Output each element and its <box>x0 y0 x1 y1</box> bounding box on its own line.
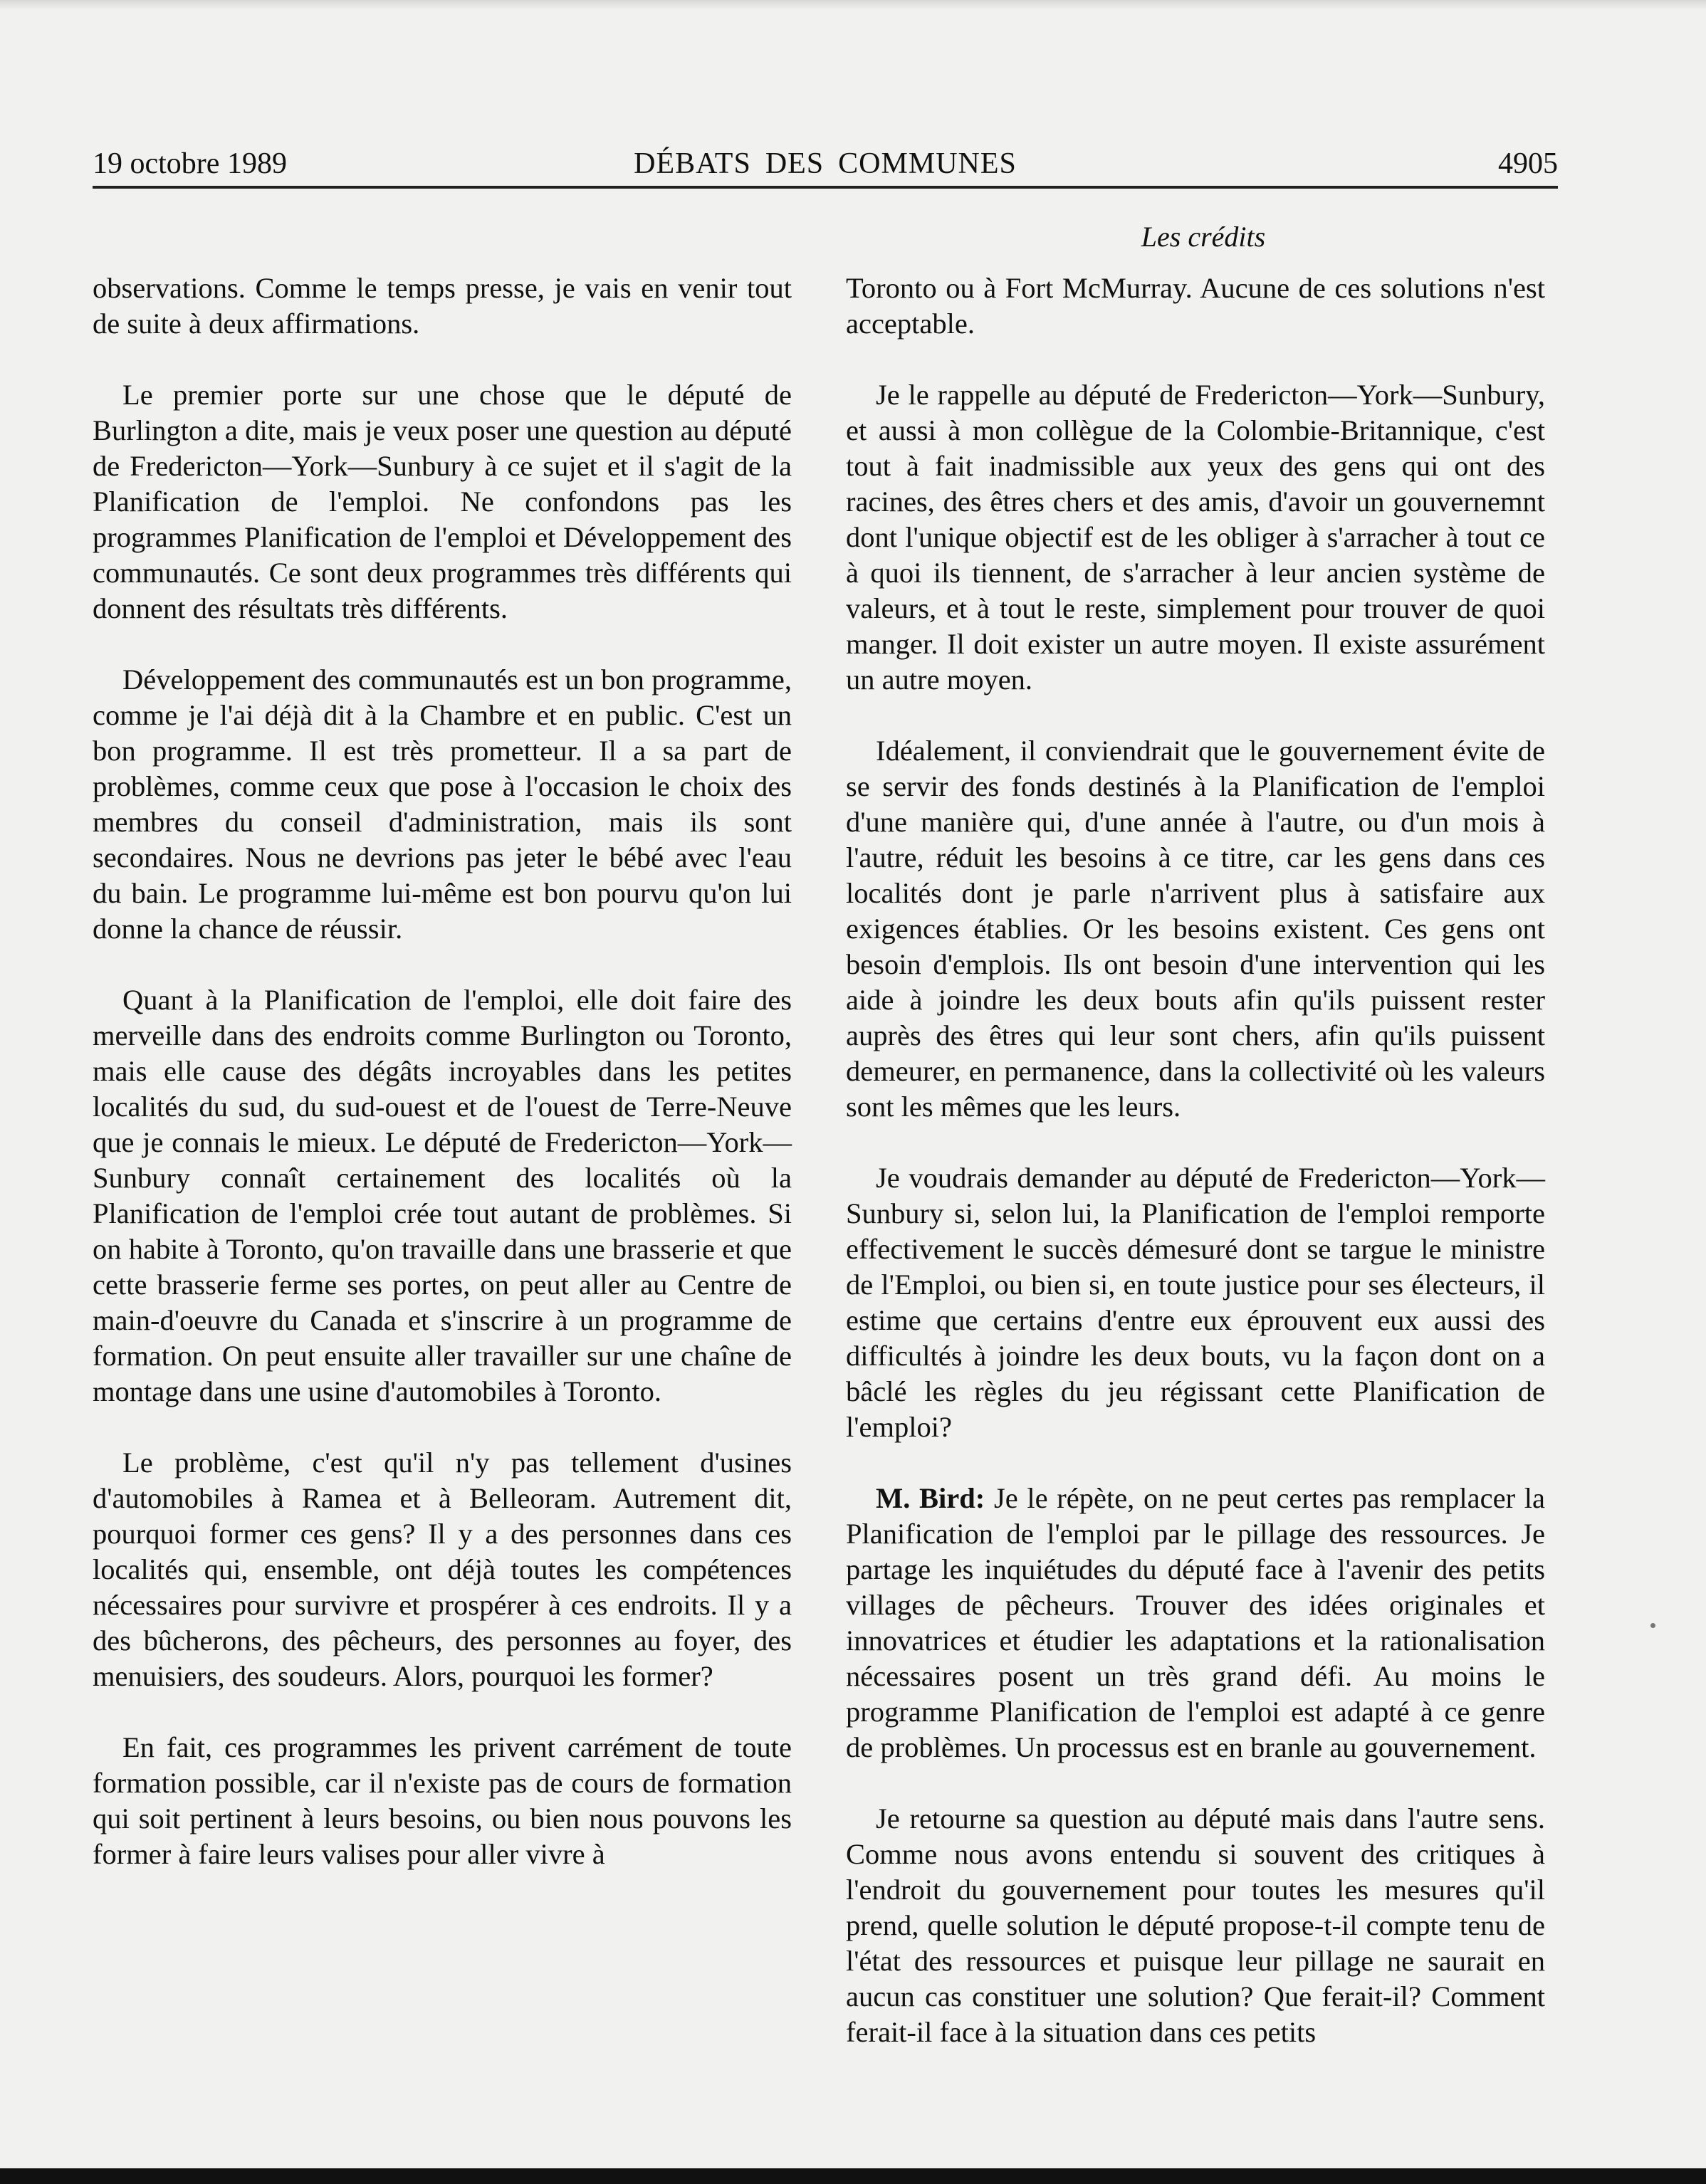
section-title: Les crédits <box>1141 221 1266 253</box>
speaker-paragraph <box>846 1481 1545 1765</box>
journal-title-word: DÉBATS <box>634 147 751 180</box>
scan-edge-top <box>0 0 1706 10</box>
paragraph: Développement des communautés est un bon programme, comme je l'ai déjà dit à la Chambre et en public. C'est un bon programme. Il est très prometteur. Il a sa part de problèmes, comme ceux que pose à l'occasion le choix des membres du conseil d'administration, mais ils sont secondaires. Nous ne devrions pas jeter le bébé avec l'eau du bain. Le programme lui-même est bon pourvu qu'on lui donne la chance de réussir. <box>93 663 792 945</box>
paragraph: Le problème, c'est qu'il n'y pas tellement d'usines d'automobiles à Ramea et à Belleoram. Autrement dit, pourquoi former ces gens? Il y a des personnes dans ces localités qui, ensemble, ont déjà toutes les compétences nécessaires pour survivre et prospérer à ces endroits. Il y a des bûcherons, des pêcheurs, des personnes au foyer, des menuisiers, des soudeurs. Alors, pourquoi les former? <box>93 1447 792 1692</box>
journal-title-word: COMMUNES <box>838 147 1017 180</box>
journal-title-word: DES <box>765 147 825 180</box>
paragraph: Quant à la Planification de l'emploi, elle doit faire des merveille dans des endroits comme Burlington ou Toronto, mais elle cause des dégâts incroyables dans les petites localités du sud, du sud-ouest et de l'ouest de Terre-Neuve que je connais le mieux. Le député de Fredericton—York—Sunbury connaît certainement des localités où la Planification de l'emploi crée tout autant de problèmes. Si on habite à Toronto, qu'on travaille dans une brasserie et que cette brasserie ferme ses portes, on peut aller au Centre de main-d'oeuvre du Canada et s'inscrire à un programme de formation. On peut ensuite aller travailler sur une chaîne de montage dans une usine d'automobiles à Toronto. <box>93 984 792 1407</box>
scan-edge-bottom <box>0 2168 1706 2184</box>
paragraph: En fait, ces programmes les privent carrément de toute formation possible, car il n'existe pas de cours de formation qui soit pertinent à leurs besoins, ou bien nous pouvons les former à faire leurs valises pour aller vivre à <box>93 1731 792 1870</box>
header-date: 19 octobre 1989 <box>93 147 287 180</box>
page-number: 4905 <box>1498 147 1558 180</box>
right-column <box>846 271 1545 2050</box>
page-header <box>93 142 1558 185</box>
speaker-name: M. Bird: <box>876 1482 985 1514</box>
journal-title <box>93 142 1558 185</box>
paragraph: Je le rappelle au député de Fredericton—York—Sunbury, et aussi à mon collègue de la Colombie-Britannique, c'est tout à fait inadmissible aux yeux des gens qui ont des racines, des êtres chers et des amis, d'avoir un gouvernemnt dont l'unique objectif est de les obliger à s'arracher à tout ce à quoi ils tiennent, de s'arracher à leur ancien système de valeurs, et à tout le reste, simplement pour trouver de quoi manger. Il doit exister un autre moyen. Il existe assurément un autre moyen. <box>846 379 1545 695</box>
paragraph: Idéalement, il conviendrait que le gouvernement évite de se servir des fonds destinés à la Planification de l'emploi d'une manière qui, d'une année à l'autre, ou d'un mois à l'autre, réduit les besoins à ce titre, car les gens dans ces localités dont je parle n'arrivent plus à satisfaire aux exigences établies. Or les besoins existent. Ces gens ont besoin d'emplois. Ils ont besoin d'une intervention qui les aide à joindre les deux bouts afin qu'ils puissent rester auprès des êtres qui leur sont chers, afin qu'ils puissent demeurer, en permanence, dans la collectivité où les valeurs sont les mêmes que les leurs. <box>846 735 1545 1123</box>
paragraph: Je voudrais demander au député de Fredericton—York—Sunbury si, selon lui, la Planification de l'emploi remporte effectivement le succès démesuré dont se targue le ministre de l'Emploi, ou bien si, en toute justice pour ses électeurs, il estime que certains d'entre eux éprouvent eux aussi des difficultés à joindre les deux bouts, vu la façon dont on a bâclé les règles du jeu régissant cette Planification de l'emploi? <box>846 1162 1545 1443</box>
scan-speck <box>1650 1623 1655 1628</box>
header-rule <box>93 186 1558 189</box>
speaker-text: Je le répète, on ne peut certes pas remplacer la Planification de l'emploi par le pillage des ressources. Je partage les inquiétudes du député face à l'avenir des petits villages de pêcheurs. Trouver des idées originales et innovatrices et étudier les adaptations et la rationalisation nécessaires posent un très grand défi. Au moins le programme Planification de l'emploi est adapté à ce genre de problèmes. Un processus est en branle au gouvernement. <box>846 1482 1545 1763</box>
paragraph: observations. Comme le temps presse, je vais en venir tout de suite à deux affirmations. <box>93 272 792 340</box>
left-column <box>93 271 792 1872</box>
paragraph: Toronto ou à Fort McMurray. Aucune de ces solutions n'est acceptable. <box>846 272 1545 340</box>
paragraph: Je retourne sa question au député mais dans l'autre sens. Comme nous avons entendu si souvent des critiques à l'endroit du gouvernement pour toutes les mesures qu'il prend, quelle solution le député propose-t-il compte tenu de l'état des ressources et puisque leur pillage ne saurait en aucun cas constituer une solution? Que ferait-il? Comment ferait-il face à la situation dans ces petits <box>846 1802 1545 2048</box>
paragraph: Le premier porte sur une chose que le député de Burlington a dite, mais je veux poser une question au député de Fredericton—York—Sunbury à ce sujet et il s'agit de la Planification de l'emploi. Ne confondons pas les programmes Planification de l'emploi et Développement des communautés. Ce sont deux programmes très différents qui donnent des résultats très différents. <box>93 379 792 624</box>
